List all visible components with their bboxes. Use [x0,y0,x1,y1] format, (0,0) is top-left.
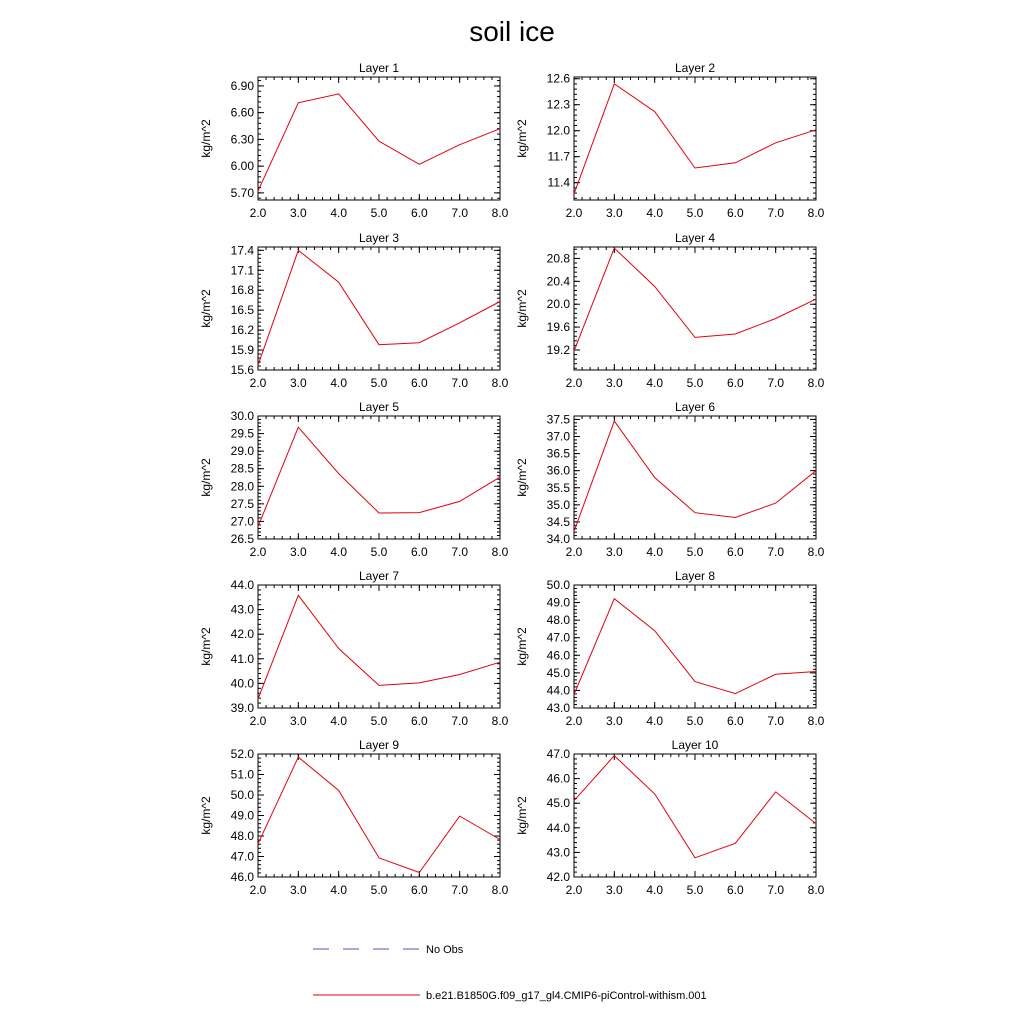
panel-title: Layer 10 [671,738,719,752]
series-line [574,756,816,858]
y-tick-label: 37.5 [546,412,570,427]
chart-panel [515,738,825,897]
y-tick-label: 29.0 [230,444,254,459]
y-tick-label: 20.8 [546,251,570,266]
x-tick-label: 4.0 [646,206,664,220]
y-tick-label: 27.0 [230,514,254,529]
y-tick-label: 42.0 [230,627,254,642]
y-tick-label: 43.0 [546,701,570,715]
x-tick-label: 3.0 [289,376,307,390]
figure-title: soil ice [469,16,555,47]
series-line [258,757,500,872]
y-tick-label: 28.0 [230,479,254,494]
x-tick-label: 6.0 [726,376,744,390]
plot-frame [258,585,500,708]
x-tick-label: 6.0 [410,376,428,390]
y-tick-label: 15.6 [230,363,254,377]
y-tick-label: 35.5 [546,480,570,495]
series-line [258,94,500,191]
x-tick-label: 4.0 [330,545,348,559]
x-tick-label: 4.0 [646,545,664,559]
y-tick-label: 39.0 [230,701,254,715]
y-tick-label: 49.0 [546,595,570,610]
x-tick-label: 5.0 [370,545,388,559]
y-tick-label: 16.2 [230,323,254,338]
y-tick-label: 12.6 [546,71,570,86]
y-tick-label: 12.3 [546,97,570,112]
x-tick-label: 3.0 [605,714,623,728]
x-tick-label: 2.0 [565,206,583,220]
y-tick-label: 17.4 [230,243,254,258]
panel-title: Layer 2 [674,61,716,75]
x-tick-label: 4.0 [646,883,664,897]
x-tick-label: 4.0 [330,883,348,897]
y-tick-label: 37.0 [546,429,570,444]
x-tick-label: 2.0 [249,206,267,220]
y-tick-label: 20.0 [546,297,570,312]
x-tick-label: 5.0 [370,206,388,220]
panel-title: Layer 1 [358,61,400,75]
y-axis-label: kg/m^2 [199,627,213,666]
y-tick-label: 16.8 [230,283,254,298]
chart-panel [199,569,509,728]
series-line [258,427,500,527]
y-tick-label: 47.0 [546,747,570,761]
panel-title: Layer 3 [358,231,400,245]
y-tick-label: 43.0 [230,602,254,617]
y-tick-label: 34.0 [546,532,570,546]
x-tick-label: 4.0 [330,206,348,220]
x-tick-label: 6.0 [726,883,744,897]
x-tick-label: 2.0 [565,376,583,390]
x-tick-label: 5.0 [686,206,704,220]
x-tick-label: 7.0 [767,206,785,220]
x-tick-label: 2.0 [565,714,583,728]
y-tick-label: 52.0 [230,747,254,761]
plot-frame [258,247,500,370]
x-tick-label: 8.0 [807,206,825,220]
series-line [574,248,816,351]
x-tick-label: 2.0 [565,545,583,559]
x-tick-label: 2.0 [249,883,267,897]
x-tick-label: 5.0 [686,883,704,897]
x-tick-label: 6.0 [410,545,428,559]
legend-label-no-obs: No Obs [426,944,464,956]
chart-panel [515,231,825,390]
series-line [258,250,500,365]
panel-title: Layer 5 [358,400,400,414]
y-tick-label: 49.0 [230,808,254,823]
y-axis-label: kg/m^2 [515,796,529,835]
x-tick-label: 7.0 [451,376,469,390]
y-tick-label: 28.5 [230,461,254,476]
x-tick-label: 7.0 [451,545,469,559]
series-line [574,599,816,695]
y-tick-label: 15.9 [230,343,254,358]
plot-frame [574,416,816,539]
x-tick-label: 4.0 [646,714,664,728]
x-tick-label: 6.0 [726,206,744,220]
legend [313,944,707,1002]
x-tick-label: 2.0 [249,714,267,728]
chart-panel [199,738,509,897]
x-tick-label: 3.0 [605,883,623,897]
y-tick-label: 47.0 [546,630,570,645]
panel-title: Layer 9 [358,738,400,752]
x-tick-label: 5.0 [370,714,388,728]
y-tick-label: 48.0 [546,613,570,628]
y-tick-label: 45.0 [546,796,570,811]
y-tick-label: 19.2 [546,342,570,357]
x-tick-label: 5.0 [686,714,704,728]
legend-label-model: b.e21.B1850G.f09_g17_gl4.CMIP6-piControl-withism.001 [426,990,707,1002]
y-tick-label: 46.0 [230,870,254,884]
x-tick-label: 4.0 [646,376,664,390]
x-tick-label: 3.0 [605,206,623,220]
x-tick-label: 8.0 [807,714,825,728]
y-tick-label: 40.0 [230,676,254,691]
x-tick-label: 5.0 [370,376,388,390]
y-tick-label: 16.5 [230,303,254,318]
chart-panel [199,400,509,559]
series-line [574,84,816,194]
y-tick-label: 20.4 [546,274,570,289]
y-tick-label: 6.60 [230,105,254,120]
y-axis-label: kg/m^2 [515,289,529,328]
series-line [258,595,500,699]
x-tick-label: 4.0 [330,714,348,728]
x-tick-label: 8.0 [491,883,509,897]
plot-frame [258,77,500,200]
chart-panel [199,61,509,220]
plot-frame [258,754,500,877]
x-tick-label: 7.0 [767,545,785,559]
x-tick-label: 8.0 [807,883,825,897]
y-tick-label: 35.0 [546,497,570,512]
x-tick-label: 4.0 [330,376,348,390]
y-tick-label: 12.0 [546,123,570,138]
x-tick-label: 3.0 [289,714,307,728]
panel-title: Layer 7 [358,569,400,583]
y-tick-label: 26.5 [230,532,254,546]
chart-panel [199,231,509,390]
y-axis-label: kg/m^2 [515,627,529,666]
x-tick-label: 5.0 [686,376,704,390]
plot-frame [258,416,500,539]
y-tick-label: 6.30 [230,132,254,147]
y-tick-label: 45.0 [546,665,570,680]
y-tick-label: 47.0 [230,849,254,864]
x-tick-label: 3.0 [289,206,307,220]
x-tick-label: 7.0 [451,714,469,728]
x-tick-label: 6.0 [410,206,428,220]
y-tick-label: 5.70 [230,185,254,200]
x-tick-label: 7.0 [767,883,785,897]
chart-panel [515,400,825,559]
x-tick-label: 7.0 [767,714,785,728]
x-tick-label: 6.0 [726,545,744,559]
x-tick-label: 7.0 [767,376,785,390]
x-tick-label: 8.0 [491,206,509,220]
x-tick-label: 2.0 [249,376,267,390]
y-tick-label: 19.6 [546,320,570,335]
x-tick-label: 6.0 [410,714,428,728]
x-tick-label: 7.0 [451,206,469,220]
x-tick-label: 5.0 [370,883,388,897]
plot-frame [574,247,816,370]
panel-title: Layer 4 [674,231,716,245]
y-axis-label: kg/m^2 [515,119,529,158]
y-axis-label: kg/m^2 [199,796,213,835]
x-tick-label: 3.0 [289,883,307,897]
x-tick-label: 8.0 [491,714,509,728]
x-tick-label: 6.0 [410,883,428,897]
y-tick-label: 43.0 [546,845,570,860]
y-axis-label: kg/m^2 [199,289,213,328]
y-tick-label: 11.4 [547,175,570,190]
y-tick-label: 50.0 [546,578,570,592]
panel-title: Layer 6 [674,400,716,414]
y-tick-label: 36.5 [546,446,570,461]
x-tick-label: 3.0 [605,545,623,559]
y-tick-label: 46.0 [546,771,570,786]
y-axis-label: kg/m^2 [199,119,213,158]
y-tick-label: 51.0 [230,767,254,782]
y-tick-label: 17.1 [230,263,254,278]
x-tick-label: 3.0 [289,545,307,559]
chart-panel [515,61,825,220]
y-tick-label: 42.0 [546,870,570,884]
x-tick-label: 2.0 [565,883,583,897]
y-tick-label: 36.0 [546,463,570,478]
x-tick-label: 2.0 [249,545,267,559]
x-tick-label: 3.0 [605,376,623,390]
y-axis-label: kg/m^2 [515,458,529,497]
series-line [574,421,816,531]
y-axis-label: kg/m^2 [199,458,213,497]
y-tick-label: 34.5 [546,514,570,529]
plot-frame [574,585,816,708]
y-tick-label: 6.00 [230,159,254,174]
x-tick-label: 8.0 [491,376,509,390]
y-tick-label: 48.0 [230,829,254,843]
x-tick-label: 7.0 [451,883,469,897]
y-tick-label: 29.5 [230,426,254,441]
x-tick-label: 8.0 [807,545,825,559]
x-tick-label: 6.0 [726,714,744,728]
y-tick-label: 30.0 [230,409,254,423]
y-tick-label: 41.0 [230,651,254,666]
y-tick-label: 44.0 [546,683,570,698]
y-tick-label: 27.5 [230,496,254,511]
y-tick-label: 44.0 [546,820,570,835]
y-tick-label: 46.0 [546,648,570,663]
x-tick-label: 5.0 [686,545,704,559]
y-tick-label: 11.7 [547,149,570,164]
y-tick-label: 6.90 [230,78,254,93]
y-tick-label: 44.0 [230,578,254,592]
x-tick-label: 8.0 [807,376,825,390]
panel-title: Layer 8 [674,569,716,583]
plot-frame [574,754,816,877]
y-tick-label: 50.0 [230,788,254,802]
x-tick-label: 8.0 [491,545,509,559]
chart-panel [515,569,825,728]
